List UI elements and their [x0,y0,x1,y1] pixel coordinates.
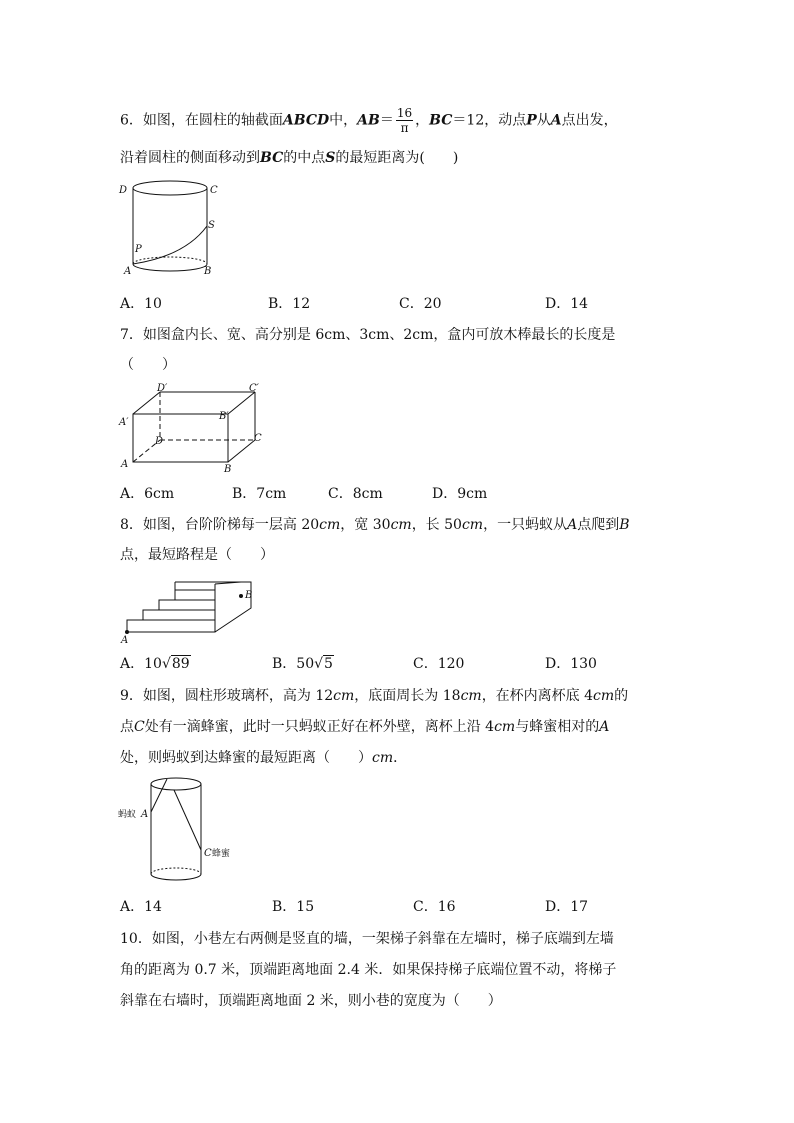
q8-option-c[interactable]: C．120 [413,656,465,672]
q9-line1: 9．如图，圆柱形玻璃杯，高为 12cm，底面周长为 18cm，在杯内离杯底 4cm的 [120,688,629,704]
q7-option-a[interactable]: A．6cm [120,486,175,502]
label-B: B [245,590,253,601]
q9-option-c[interactable]: C．16 [413,899,456,915]
q8-line1: 8．如图，台阶阶梯每一层高 20cm，宽 30cm，长 50cm，一只蚂蚁从A点爬到B [120,517,630,533]
label-D-prime: D′ [157,383,168,394]
q6-option-d[interactable]: D．14 [545,296,589,312]
q9-option-b[interactable]: B．15 [272,899,315,915]
q6-option-b[interactable]: B．12 [268,296,311,312]
shortest-path-curve [133,226,207,264]
label-A: A [121,635,129,644]
q6-option-a[interactable]: A．10 [120,296,162,312]
q8-option-d[interactable]: D．130 [545,656,597,672]
ant-path-down [174,790,201,850]
q10-line3: 斜靠在右墙时，顶端距离地面 2 米，则小巷的宽度为（ ） [120,993,502,1009]
label-ant: 蚂蚁 [118,810,137,820]
q7-line2: （ ） [120,357,176,373]
box-figure [115,381,275,476]
label-C: C [204,848,212,859]
fraction-16-over-pi: $\frac{16}{\pi}$ [396,106,413,135]
label-P: P [135,244,142,255]
q8-option-b[interactable]: B．50√5 [272,656,333,672]
q6-line1: 6．如图，在圆柱的轴截面ABCD中，AB＝ $\frac{16}{\pi}$ ，BC＝12，动点P从A点出发， [120,106,618,135]
q8-option-a[interactable]: A．10√89 [120,656,190,672]
label-A: A [124,266,132,277]
cylinder-bottom-back [133,257,207,264]
q9-option-d[interactable]: D．17 [545,899,589,915]
q9-line2: 点C处有一滴蜂蜜，此时一只蚂蚁正好在杯外壁，离杯上沿 4cm与蜂蜜相对的A [120,719,610,735]
box-front-face [133,414,228,462]
cylinder-top [133,181,207,195]
q9-line3: 处，则蚂蚁到达蜂蜜的最短距离（ ）cm． [120,750,408,766]
point-B [239,594,243,598]
q9-option-a[interactable]: A．14 [120,899,162,915]
glass-cylinder-figure [115,772,245,892]
q8-line2: 点，最短路程是（ ） [120,547,274,563]
q6-line2: 沿着圆柱的侧面移动到BC的中点S的最短距离为( ) [120,150,459,166]
ant-path-up [151,779,167,812]
label-honey: 蜂蜜 [212,849,231,859]
glass-top [151,778,201,790]
label-D: D [119,185,128,196]
label-C: C [254,433,262,444]
cylinder-bottom-front [133,264,207,271]
label-C: C [210,185,218,196]
label-D: D [155,436,164,447]
label-A: A [121,459,129,470]
label-B: B [204,266,212,277]
q7-option-c[interactable]: C．8cm [328,486,383,502]
q10-line2: 角的距离为 0.7 米，顶端距离地面 2.4 米．如果保持梯子底端位置不动，将梯子 [120,962,617,978]
label-B-prime: B′ [219,411,229,422]
label-C-prime: C′ [249,383,259,394]
q7-option-d[interactable]: D．9cm [432,486,488,502]
label-S: S [208,220,215,231]
q7-option-b[interactable]: B．7cm [232,486,287,502]
label-B: B [224,464,232,475]
cylinder-figure [115,178,225,278]
q6-option-c[interactable]: C．20 [399,296,442,312]
label-A: A [141,809,149,820]
q10-line1: 10．如图，小巷左右两侧是竖直的墙，一架梯子斜靠在左墙时，梯子底端到左墙 [120,931,614,947]
q7-line1: 7．如图盒内长、宽、高分别是 6cm、3cm、2cm，盒内可放木棒最长的长度是 [120,327,616,343]
staircase-figure [115,574,265,644]
label-A-prime: A′ [119,417,129,428]
point-A [125,630,129,634]
